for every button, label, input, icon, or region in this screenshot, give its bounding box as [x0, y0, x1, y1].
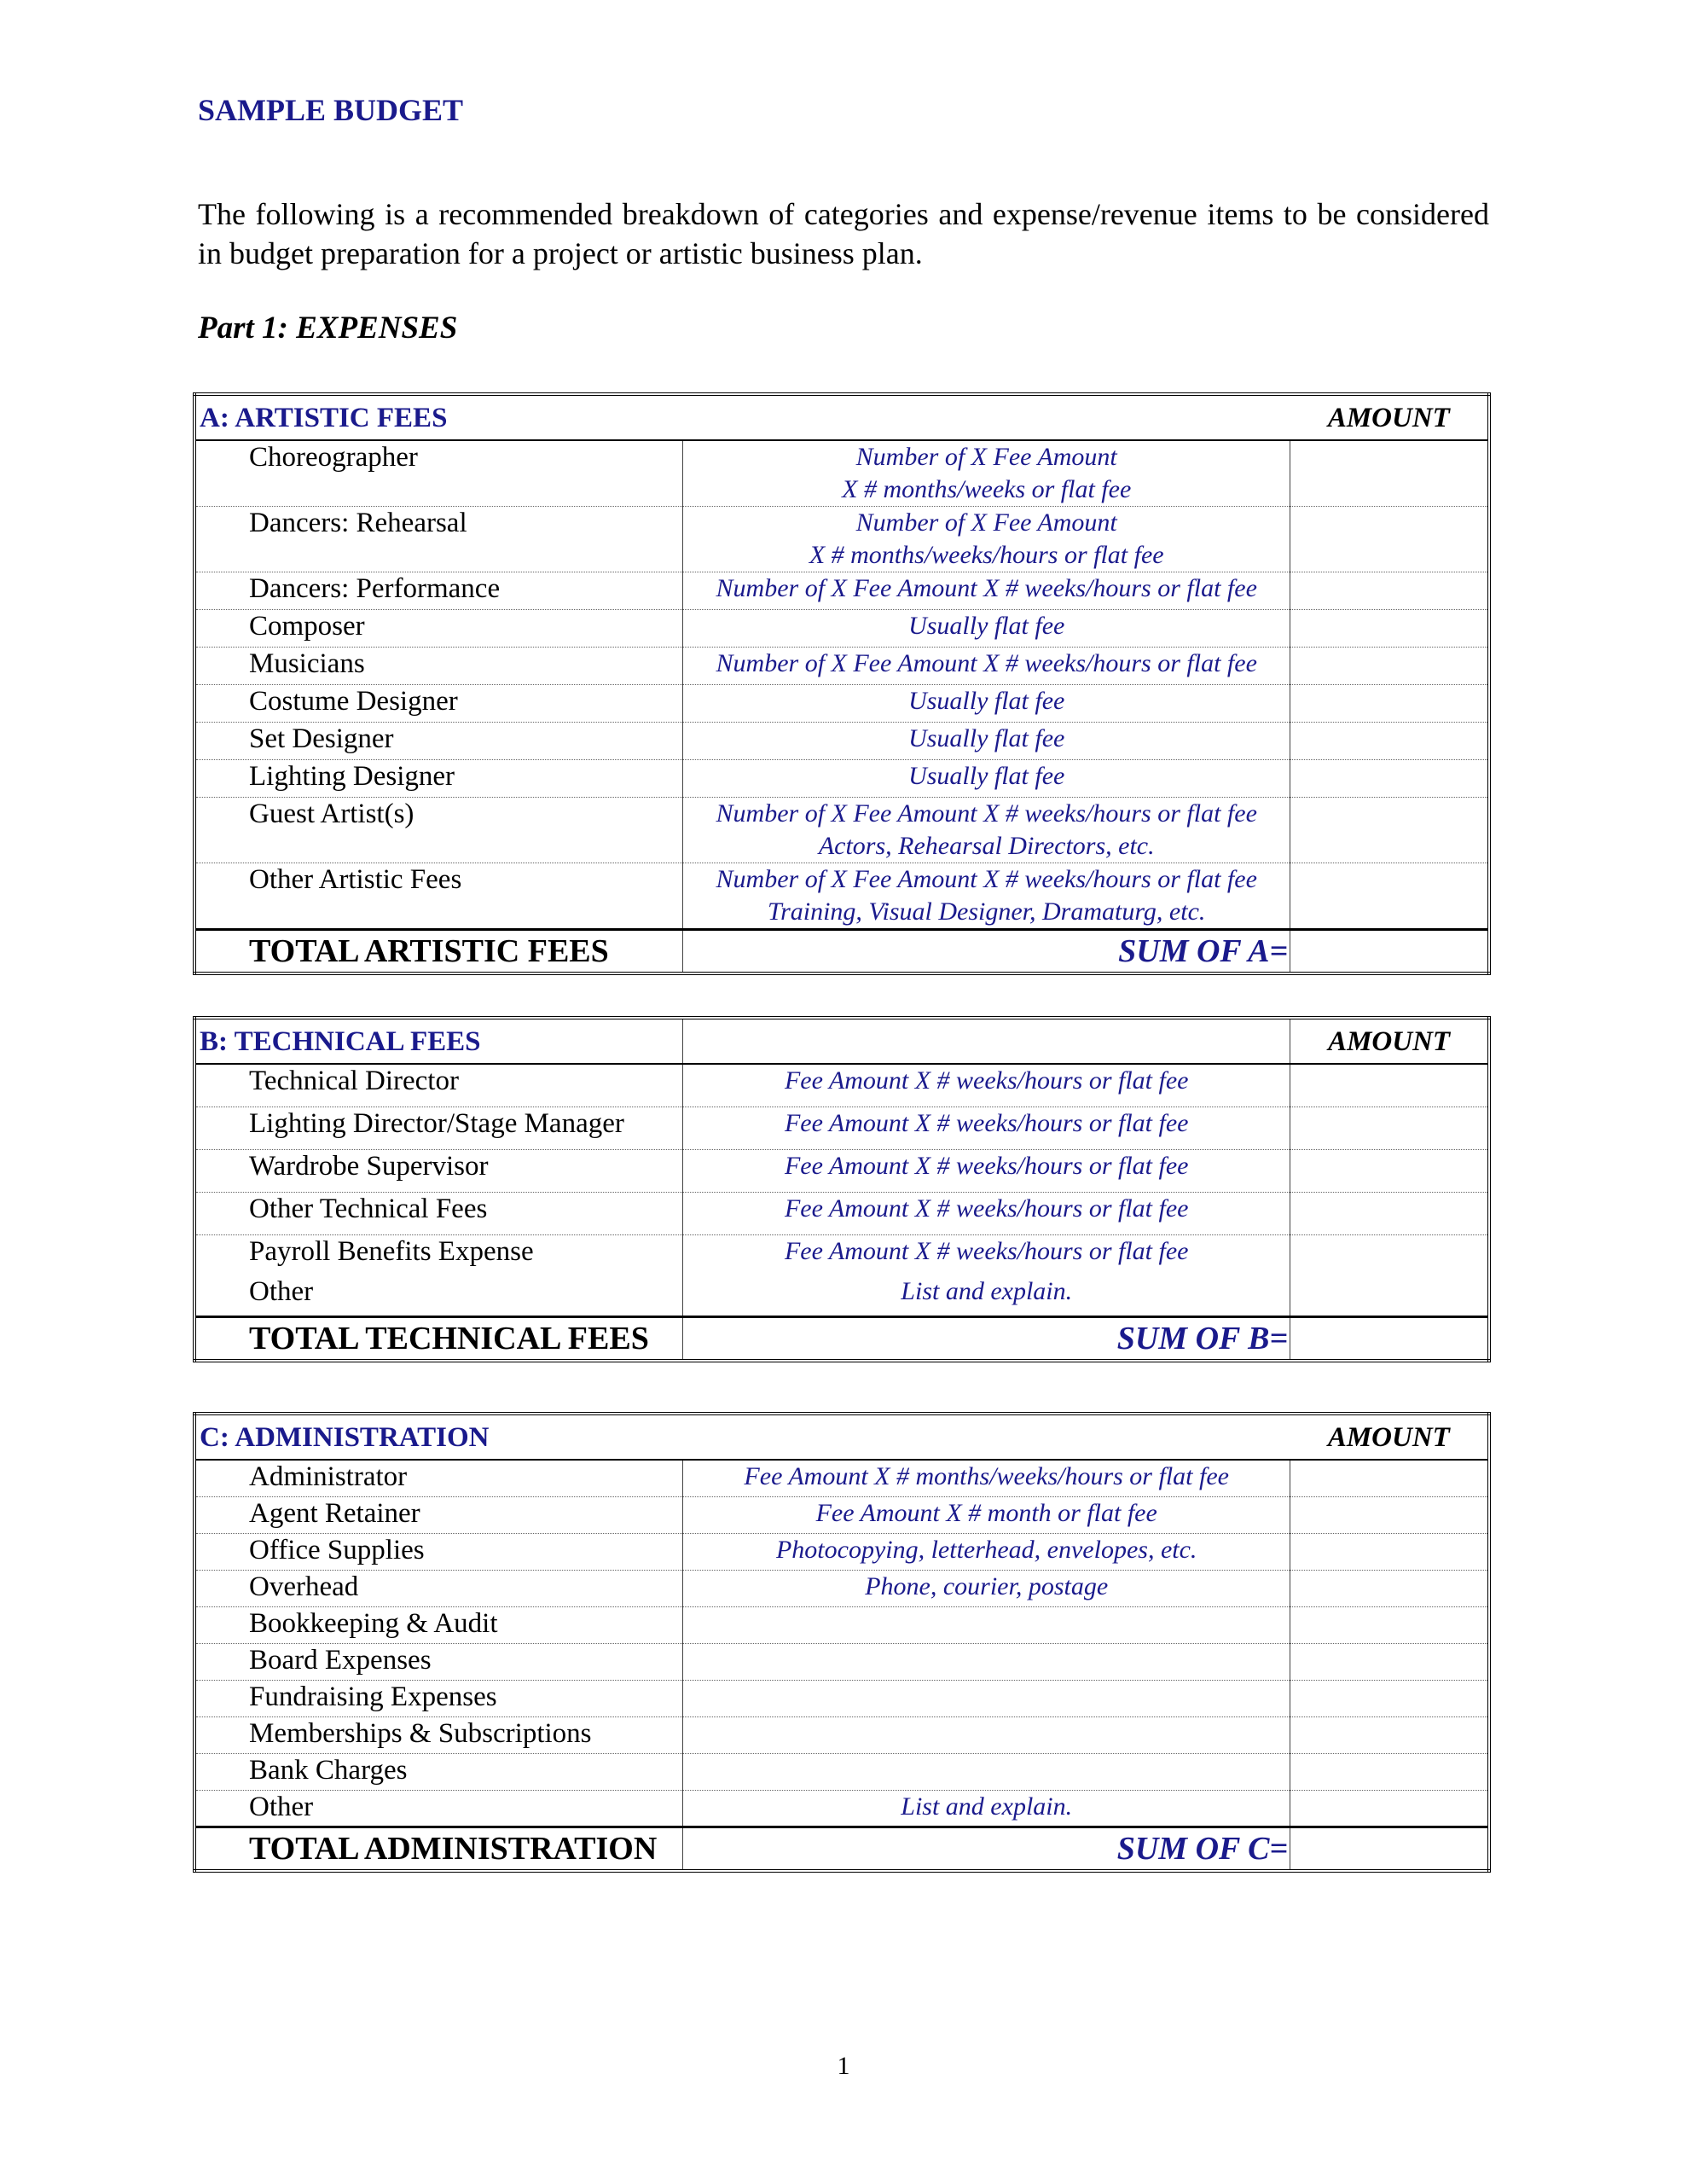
- table-row: [194, 1107, 1489, 1149]
- item-description: Fee Amount X # weeks/hours or flat fee: [683, 1107, 1290, 1149]
- table-row: [194, 1606, 1489, 1643]
- item-description: Usually flat fee: [683, 723, 1290, 760]
- item-label: Technical Director: [194, 1064, 683, 1107]
- table-row: [194, 1460, 1489, 1496]
- total-amount-cell[interactable]: [1290, 930, 1489, 974]
- item-description: Number of X Fee Amount X # months/weeks or flat fee: [683, 440, 1290, 507]
- header-blank-cell: [683, 1018, 1290, 1064]
- item-label: Payroll Benefits Expense: [194, 1234, 683, 1275]
- table-row: [194, 760, 1489, 798]
- amount-cell[interactable]: [1290, 1460, 1489, 1496]
- item-label: Fundraising Expenses: [194, 1680, 683, 1716]
- sum-label: SUM OF A=: [683, 930, 1290, 974]
- section-header-row: [194, 1018, 1489, 1064]
- amount-cell[interactable]: [1290, 863, 1489, 930]
- item-description: Phone, courier, postage: [683, 1570, 1290, 1606]
- item-description: List and explain.: [683, 1790, 1290, 1827]
- item-label: Dancers: Performance: [194, 572, 683, 610]
- table-row: [194, 572, 1489, 610]
- item-label: Bank Charges: [194, 1753, 683, 1790]
- item-label: Composer: [194, 610, 683, 648]
- table-row: [194, 648, 1489, 685]
- item-description: Fee Amount X # weeks/hours or flat fee: [683, 1064, 1290, 1107]
- table-row: [194, 1643, 1489, 1680]
- amount-cell[interactable]: [1290, 1643, 1489, 1680]
- table-row: [194, 723, 1489, 760]
- item-label: Costume Designer: [194, 685, 683, 723]
- item-label: Overhead: [194, 1570, 683, 1606]
- table-row: [194, 1149, 1489, 1192]
- table-row: [194, 1716, 1489, 1753]
- amount-cell[interactable]: [1290, 507, 1489, 572]
- table-row: [194, 1790, 1489, 1827]
- item-label: Choreographer: [194, 440, 683, 507]
- item-description: Usually flat fee: [683, 610, 1290, 648]
- amount-cell[interactable]: [1290, 1680, 1489, 1716]
- total-row: [194, 930, 1489, 974]
- table-row: [194, 1533, 1489, 1570]
- amount-cell[interactable]: [1290, 1570, 1489, 1606]
- item-label: Other Artistic Fees: [194, 863, 683, 930]
- item-label: Set Designer: [194, 723, 683, 760]
- item-label: Other: [194, 1275, 683, 1316]
- item-description: Number of X Fee Amount X # weeks/hours or flat fee: [683, 572, 1290, 610]
- amount-cell[interactable]: [1290, 1753, 1489, 1790]
- total-row: [194, 1316, 1489, 1361]
- item-description: Number of X Fee Amount X # weeks/hours or flat fee: [683, 648, 1290, 685]
- amount-cell[interactable]: [1290, 798, 1489, 863]
- item-label: Board Expenses: [194, 1643, 683, 1680]
- table-row: [194, 440, 1489, 507]
- table-row: [194, 798, 1489, 863]
- item-description: [683, 1716, 1290, 1753]
- item-description: Photocopying, letterhead, envelopes, etc.: [683, 1533, 1290, 1570]
- page-number: 1: [837, 2052, 850, 2080]
- item-label: Guest Artist(s): [194, 798, 683, 863]
- item-label: Memberships & Subscriptions: [194, 1716, 683, 1753]
- amount-cell[interactable]: [1290, 1606, 1489, 1643]
- amount-cell[interactable]: [1290, 440, 1489, 507]
- item-description: Fee Amount X # weeks/hours or flat fee: [683, 1149, 1290, 1192]
- item-description: Number of X Fee Amount X # weeks/hours or flat fee Training, Visual Designer, Dramaturg, etc.: [683, 863, 1290, 930]
- item-label: Other Technical Fees: [194, 1192, 683, 1234]
- item-label: Lighting Designer: [194, 760, 683, 798]
- item-description: [683, 1643, 1290, 1680]
- item-description: Usually flat fee: [683, 685, 1290, 723]
- item-description: Fee Amount X # weeks/hours or flat fee: [683, 1234, 1290, 1275]
- amount-header: AMOUNT: [1290, 1018, 1489, 1064]
- item-description: Fee Amount X # month or flat fee: [683, 1496, 1290, 1533]
- table-row: [194, 1753, 1489, 1790]
- item-description: Number of X Fee Amount X # weeks/hours or flat fee Actors, Rehearsal Directors, etc.: [683, 798, 1290, 863]
- table-row: [194, 1570, 1489, 1606]
- table-row: [194, 1496, 1489, 1533]
- amount-cell[interactable]: [1290, 1533, 1489, 1570]
- document-title: SAMPLE BUDGET: [198, 93, 464, 127]
- item-label: Administrator: [194, 1460, 683, 1496]
- part-heading: Part 1: EXPENSES: [198, 311, 458, 346]
- amount-cell[interactable]: [1290, 1064, 1489, 1107]
- section-title: B: TECHNICAL FEES: [194, 1018, 683, 1064]
- amount-cell[interactable]: [1290, 760, 1489, 798]
- amount-cell[interactable]: [1290, 1234, 1489, 1275]
- table-row: [194, 1275, 1489, 1316]
- administration-table: [193, 1412, 1491, 1873]
- amount-cell[interactable]: [1290, 572, 1489, 610]
- section-header-row: [194, 1414, 1489, 1460]
- item-description: Fee Amount X # weeks/hours or flat fee: [683, 1192, 1290, 1234]
- section-header-row: [194, 394, 1489, 440]
- table-row: [194, 1234, 1489, 1275]
- item-description: Fee Amount X # months/weeks/hours or flat fee: [683, 1460, 1290, 1496]
- table-row: [194, 610, 1489, 648]
- artistic-fees-table: [193, 392, 1491, 975]
- intro-paragraph: The following is a recommended breakdown of categories and expense/revenue items to be considered in budget preparation for a project or artistic business plan.: [198, 197, 1489, 270]
- sum-label: SUM OF C=: [683, 1827, 1290, 1871]
- item-description: Number of X Fee Amount X # months/weeks/hours or flat fee: [683, 507, 1290, 572]
- item-description: [683, 1606, 1290, 1643]
- item-description: List and explain.: [683, 1275, 1290, 1316]
- total-label: TOTAL ADMINISTRATION: [194, 1827, 683, 1871]
- amount-cell[interactable]: [1290, 685, 1489, 723]
- amount-cell[interactable]: [1290, 648, 1489, 685]
- amount-cell[interactable]: [1290, 723, 1489, 760]
- table-row: [194, 1064, 1489, 1107]
- table-row: [194, 1192, 1489, 1234]
- item-label: Musicians: [194, 648, 683, 685]
- amount-cell[interactable]: [1290, 610, 1489, 648]
- item-description: [683, 1753, 1290, 1790]
- table-row: [194, 1680, 1489, 1716]
- amount-cell[interactable]: [1290, 1149, 1489, 1192]
- amount-header: AMOUNT: [1290, 394, 1489, 440]
- item-label: Wardrobe Supervisor: [194, 1149, 683, 1192]
- item-label: Office Supplies: [194, 1533, 683, 1570]
- table-row: [194, 507, 1489, 572]
- table-row: [194, 685, 1489, 723]
- amount-cell[interactable]: [1290, 1496, 1489, 1533]
- item-label: Dancers: Rehearsal: [194, 507, 683, 572]
- amount-cell[interactable]: [1290, 1192, 1489, 1234]
- item-description: [683, 1680, 1290, 1716]
- total-amount-cell[interactable]: [1290, 1827, 1489, 1871]
- amount-cell[interactable]: [1290, 1107, 1489, 1149]
- amount-header: AMOUNT: [1290, 1414, 1489, 1460]
- item-label: Lighting Director/Stage Manager: [194, 1107, 683, 1149]
- total-amount-cell[interactable]: [1290, 1316, 1489, 1361]
- technical-fees-table: [193, 1016, 1491, 1362]
- amount-cell[interactable]: [1290, 1275, 1489, 1316]
- amount-cell[interactable]: [1290, 1716, 1489, 1753]
- amount-cell[interactable]: [1290, 1790, 1489, 1827]
- item-label: Bookkeeping & Audit: [194, 1606, 683, 1643]
- item-label: Other: [194, 1790, 683, 1827]
- table-row: [194, 863, 1489, 930]
- item-description: Usually flat fee: [683, 760, 1290, 798]
- total-label: TOTAL ARTISTIC FEES: [194, 930, 683, 974]
- section-title: C: ADMINISTRATION: [194, 1414, 1290, 1460]
- section-title: A: ARTISTIC FEES: [194, 394, 1290, 440]
- item-label: Agent Retainer: [194, 1496, 683, 1533]
- total-label: TOTAL TECHNICAL FEES: [194, 1316, 683, 1361]
- total-row: [194, 1827, 1489, 1871]
- sum-label: SUM OF B=: [683, 1316, 1290, 1361]
